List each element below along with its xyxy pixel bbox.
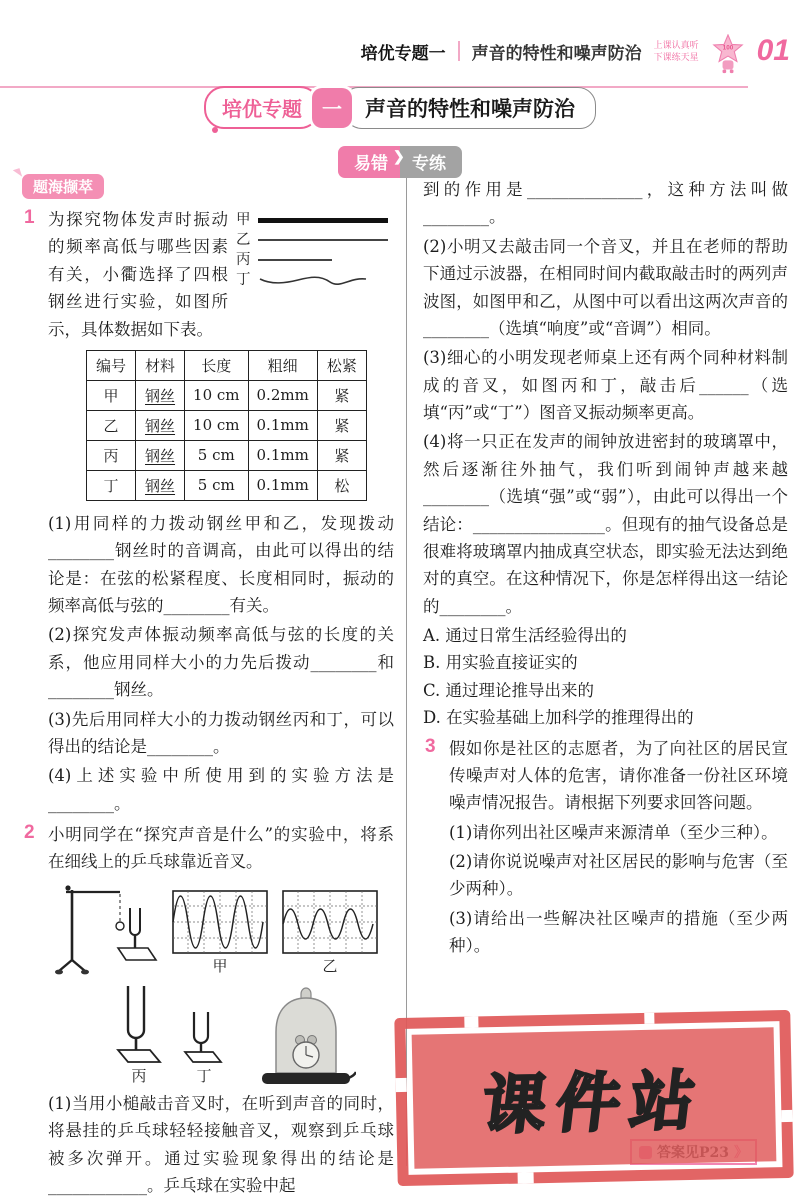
table-header-cell: 编号 [87, 350, 136, 380]
star-mascot-icon [711, 34, 745, 74]
wire-label: 乙 [236, 231, 251, 248]
question-1-number: 1 [24, 207, 35, 228]
stamp-notch [518, 1172, 534, 1183]
table-cell: 松 [317, 470, 366, 500]
question-2-sub-1: (1)当用小槌敲击音叉时，在听到声音的同时，将悬挂的乒乓球轻轻接触音叉，观察到乒乓球被多次弹开。通过实验现象得出的结论是____________。乒乓球在实验中起 [48, 1093, 394, 1195]
question-2-sub-4: (4)将一只正在发声的闹钟放进密封的玻璃罩中，然后逐渐往外抽气，我们听到闹钟声越来越________（选填“强”或“弱”），由此可以得出一个结论：________________。但现有的抽气设备总是很难将玻璃罩内抽成真空状态，即实验无法达到绝对的真空。在这种情况下，你是怎样得出这一结论的________。 [423, 432, 788, 616]
figure-label: 甲 [212, 956, 228, 975]
waveform-jia-figure [172, 890, 268, 954]
question-2-intro: 小明同学在“探究声音是什么”的实验中，将系在细线上的乒乓球靠近音叉。 [48, 825, 394, 872]
left-column [22, 174, 394, 1200]
tuning-fork-bing-figure [114, 984, 164, 1064]
right-column [423, 176, 788, 962]
question-3-sub-3: (3)请给出一些解决社区噪声的措施（至少两种）。 [449, 908, 788, 956]
stamp-text: 课件站 [478, 1064, 709, 1142]
question-3 [423, 735, 788, 960]
table-cell: 10 cm [185, 410, 248, 440]
table-cell: 10 cm [185, 380, 248, 410]
wire-row [236, 270, 394, 290]
question-3-intro: 假如你是社区的志愿者，为了向社区的居民宣传噪声对人体的危害，请你准备一份社区环境噪声情况报告。请根据下列要求回答问题。 [449, 738, 788, 813]
question-2-continuation: 到的作用是______________，这种方法叫做________。 [423, 180, 788, 227]
header-divider [458, 41, 460, 61]
topic-badge [0, 86, 800, 129]
table-cell: 0.1mm [248, 410, 317, 440]
stamp-fill [412, 1027, 777, 1169]
stamp-notch [781, 1110, 792, 1122]
wire-label: 甲 [236, 211, 251, 228]
option-b: B. 用实验直接证实的 [423, 653, 578, 673]
wire-figure [236, 210, 394, 290]
question-2 [22, 821, 394, 1199]
header-section-title: 培优专题一 [360, 43, 446, 63]
header-chapter-title: 声音的特性和噪声防治 [471, 43, 642, 63]
topic-badge-title: 声音的特性和噪声防治 [344, 87, 596, 129]
figure-label: 丁 [196, 1066, 212, 1085]
option-a: A. 通过日常生活经验得出的 [423, 626, 627, 645]
wire-line-thick [258, 218, 388, 223]
table-row [87, 410, 367, 440]
question-1-body [48, 206, 394, 343]
figure-label: 乙 [322, 956, 338, 975]
table-header-cell: 粗细 [248, 350, 317, 380]
chevron-separator-icon: ❯ [393, 148, 405, 164]
table-cell: 5 cm [185, 470, 248, 500]
page-header [0, 28, 800, 67]
table-header-row [87, 350, 367, 380]
table-cell: 0.1mm [248, 470, 317, 500]
waveform-yi-figure [282, 890, 378, 954]
wire-row [236, 250, 394, 270]
practice-badge-left: 易错 [338, 146, 400, 178]
question-3-sub-2: (2)请你说说噪声对社区居民的影响与危害（至少两种）。 [449, 852, 788, 899]
table-cell: 乙 [87, 410, 136, 440]
stamp-notch [464, 1016, 478, 1027]
table-row [87, 380, 367, 410]
bell-jar-figure [256, 982, 356, 1086]
figure-label: 丙 [131, 1066, 147, 1085]
wire-line-short [258, 259, 332, 261]
stand-tuning-fork-figure [54, 882, 158, 976]
wire-label: 丁 [236, 271, 251, 288]
table-cell: 紧 [317, 380, 366, 410]
table-cell: 丁 [87, 470, 136, 500]
slogan-line-1: 上课认真听 [653, 39, 699, 50]
table-cell: 钢丝 [136, 410, 185, 440]
section-label-text: 题海撷萃 [33, 179, 94, 196]
mascot-score: 100 [722, 44, 733, 52]
table-header-cell: 松紧 [317, 350, 366, 380]
page-number: 01 [756, 34, 790, 67]
question-2-sub-2: (2)小明又去敲击同一个音叉，并且在老师的帮助下通过示波器，在相同时间内截取敲击时的两列声波图，如图甲和乙，从图中可以看出这两次声音的________（选填“响度”或“音调”）相同。 [423, 236, 788, 338]
table-cell: 紧 [317, 440, 366, 470]
practice-badge-right: 专练 [400, 146, 462, 178]
question-3-sub-1: (1)请你列出社区噪声来源清单（至少三种）。 [449, 822, 778, 842]
option-d: D. 在实验基础上加科学的推理得出的 [423, 708, 694, 728]
question-1-sub-1: (1)用同样的力拨动钢丝甲和乙，发现拨动________钢丝时的音调高，由此可以得出的结论是：在弦的松紧程度、长度相同时，振动的频率高低与弦的________有关。 [48, 513, 394, 615]
question-1 [22, 206, 394, 817]
table-cell: 钢丝 [136, 470, 185, 500]
table-cell: 钢丝 [136, 380, 185, 410]
options-list [423, 622, 788, 732]
question-1-sub-4: (4)上述实验中所使用到的实验方法是________。 [48, 766, 394, 813]
question-1-sub-3: (3)先后用同样大小的力拨动钢丝丙和丁，可以得出的结论是________。 [48, 709, 394, 756]
option-c: C. 通过理论推导出来的 [423, 680, 595, 700]
data-table [86, 350, 367, 501]
wire-label: 丙 [236, 251, 251, 268]
topic-badge-number: 一 [312, 88, 352, 128]
stamp-notch [396, 1078, 407, 1092]
table-cell: 钢丝 [136, 440, 185, 470]
table-cell: 丙 [87, 440, 136, 470]
question-1-intro: 为探究物体发声时振动的频率高低与哪些因素有关，小衢选择了四根钢丝进行实验，如图所示，具体数据如下表。 [48, 210, 228, 339]
table-header-cell: 材料 [136, 350, 185, 380]
stamp-watermark [394, 1010, 793, 1186]
experiment-figure [48, 882, 394, 1086]
table-row [87, 470, 367, 500]
question-2-sub-3: (3)细心的小明发现老师桌上还有两个同种材料制成的音叉，如图丙和丁，敲击后______（选填“丙”或“丁”）图音叉振动频率更高。 [423, 348, 788, 422]
table-header-cell: 长度 [185, 350, 248, 380]
question-1-sub-2: (2)探究发声体振动频率高低与弦的长度的关系，他应用同样大小的力先后拨动________和________钢丝。 [48, 625, 394, 700]
header-slogan [654, 39, 699, 63]
table-cell: 5 cm [185, 440, 248, 470]
table-cell: 0.2mm [248, 380, 317, 410]
slogan-line-2: 下课练天星 [653, 52, 699, 62]
topic-badge-label: 培优专题 [204, 86, 320, 129]
wire-row [236, 230, 394, 250]
table-row [87, 440, 367, 470]
table-cell: 0.1mm [248, 440, 317, 470]
tuning-fork-ding-figure [182, 1000, 226, 1064]
wire-line-wavy [258, 274, 370, 286]
wire-row [236, 210, 394, 230]
section-label [22, 174, 104, 199]
question-2-number: 2 [24, 822, 35, 843]
stamp-notch [644, 1013, 654, 1024]
table-cell: 紧 [317, 410, 366, 440]
question-3-number: 3 [425, 735, 436, 757]
table-cell: 甲 [87, 380, 136, 410]
wire-line-thin [258, 239, 388, 241]
